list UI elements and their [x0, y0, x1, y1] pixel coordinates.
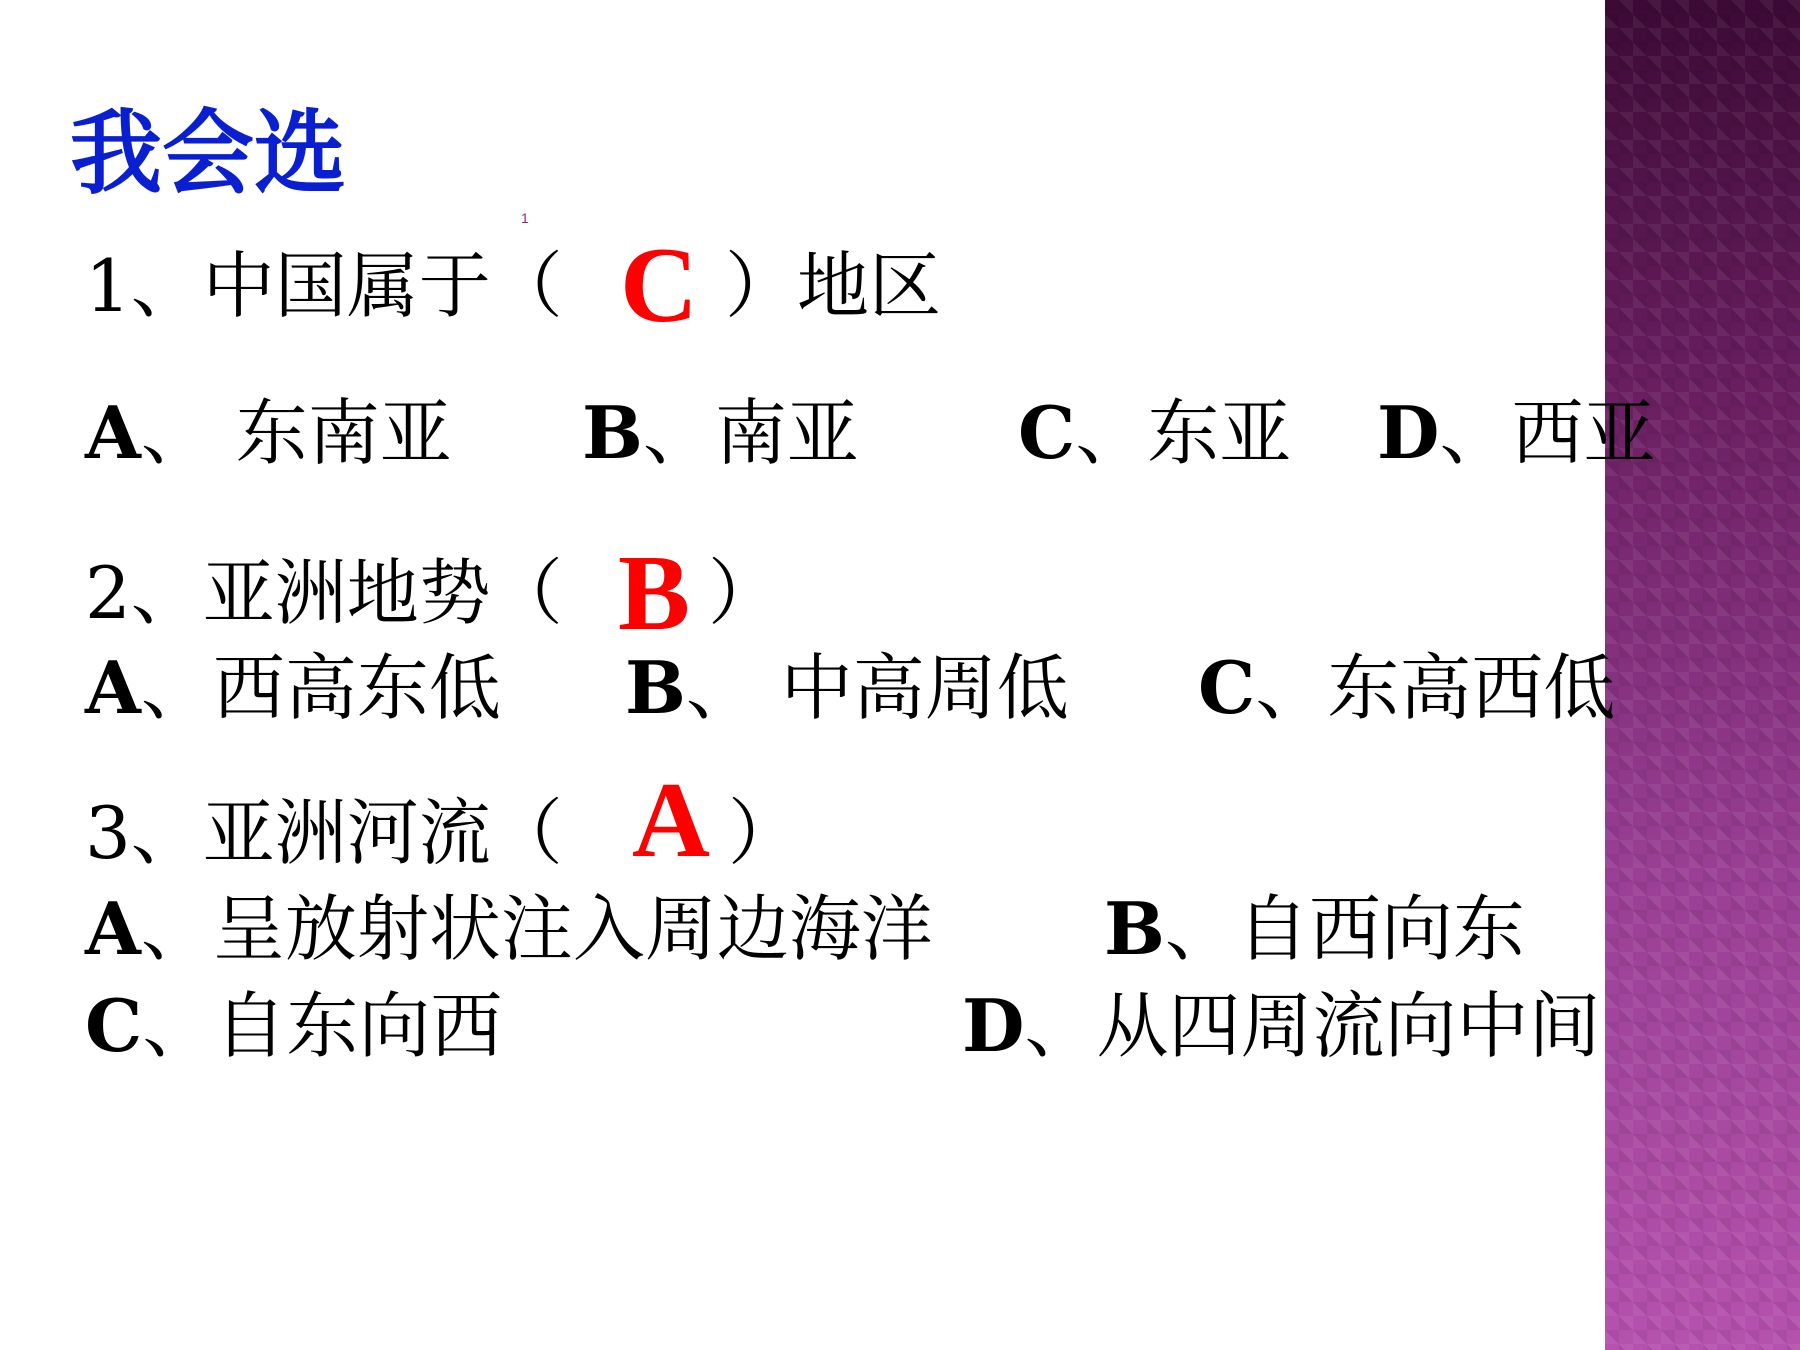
option-text: 、东高西低 [1255, 646, 1616, 730]
question-3-suffix: ） [728, 791, 801, 875]
option-text: 、南亚 [642, 391, 859, 475]
q1-option-b [582, 390, 859, 475]
question-2-suffix: ） [708, 551, 781, 635]
option-text: 、西高东低 [140, 646, 501, 730]
option-text: 、自西向东 [1164, 887, 1525, 971]
option-letter: D [1377, 390, 1440, 475]
option-text: 、西亚 [1439, 391, 1656, 475]
option-text: 、 东南亚 [140, 391, 452, 475]
animation-marker: 1 [521, 210, 529, 226]
question-2-answer: B [618, 534, 691, 653]
option-letter: B [1104, 886, 1165, 971]
option-text: 、自东向西 [142, 984, 503, 1068]
option-letter: C [1198, 645, 1256, 730]
q1-option-c [1018, 390, 1292, 475]
q1-option-a [85, 390, 452, 475]
slide-title: 我会选 [70, 100, 347, 207]
question-1-suffix: ）地区 [725, 244, 942, 328]
question-1-answer: C [620, 226, 698, 345]
option-letter: A [85, 645, 141, 730]
q3-option-a [85, 886, 933, 971]
q2-option-c [1198, 645, 1616, 730]
question-3-prefix: 3、亚洲河流（ [85, 791, 563, 875]
option-letter: C [85, 983, 143, 1068]
q3-option-d [962, 983, 1601, 1068]
option-letter: D [962, 983, 1025, 1068]
option-text: 、呈放射状注入周边海洋 [140, 887, 933, 971]
question-1-prefix: 1、中国属于（ [85, 244, 563, 328]
question-2-prefix: 2、亚洲地势（ [85, 551, 563, 635]
option-text: 、从四周流向中间 [1024, 984, 1601, 1068]
q3-option-c [85, 983, 503, 1068]
option-letter: A [85, 390, 141, 475]
option-letter: A [85, 886, 141, 971]
option-letter: C [1018, 390, 1076, 475]
decorative-side-band [1605, 0, 1800, 1350]
q2-option-b [625, 645, 1069, 730]
q1-option-d [1377, 390, 1656, 475]
option-text: 、东亚 [1075, 391, 1292, 475]
option-letter: B [582, 390, 643, 475]
option-letter: B [625, 645, 686, 730]
option-text: 、 中高周低 [685, 646, 1069, 730]
q3-option-b [1104, 886, 1525, 971]
question-3-answer: A [632, 761, 710, 880]
q2-option-a [85, 645, 501, 730]
